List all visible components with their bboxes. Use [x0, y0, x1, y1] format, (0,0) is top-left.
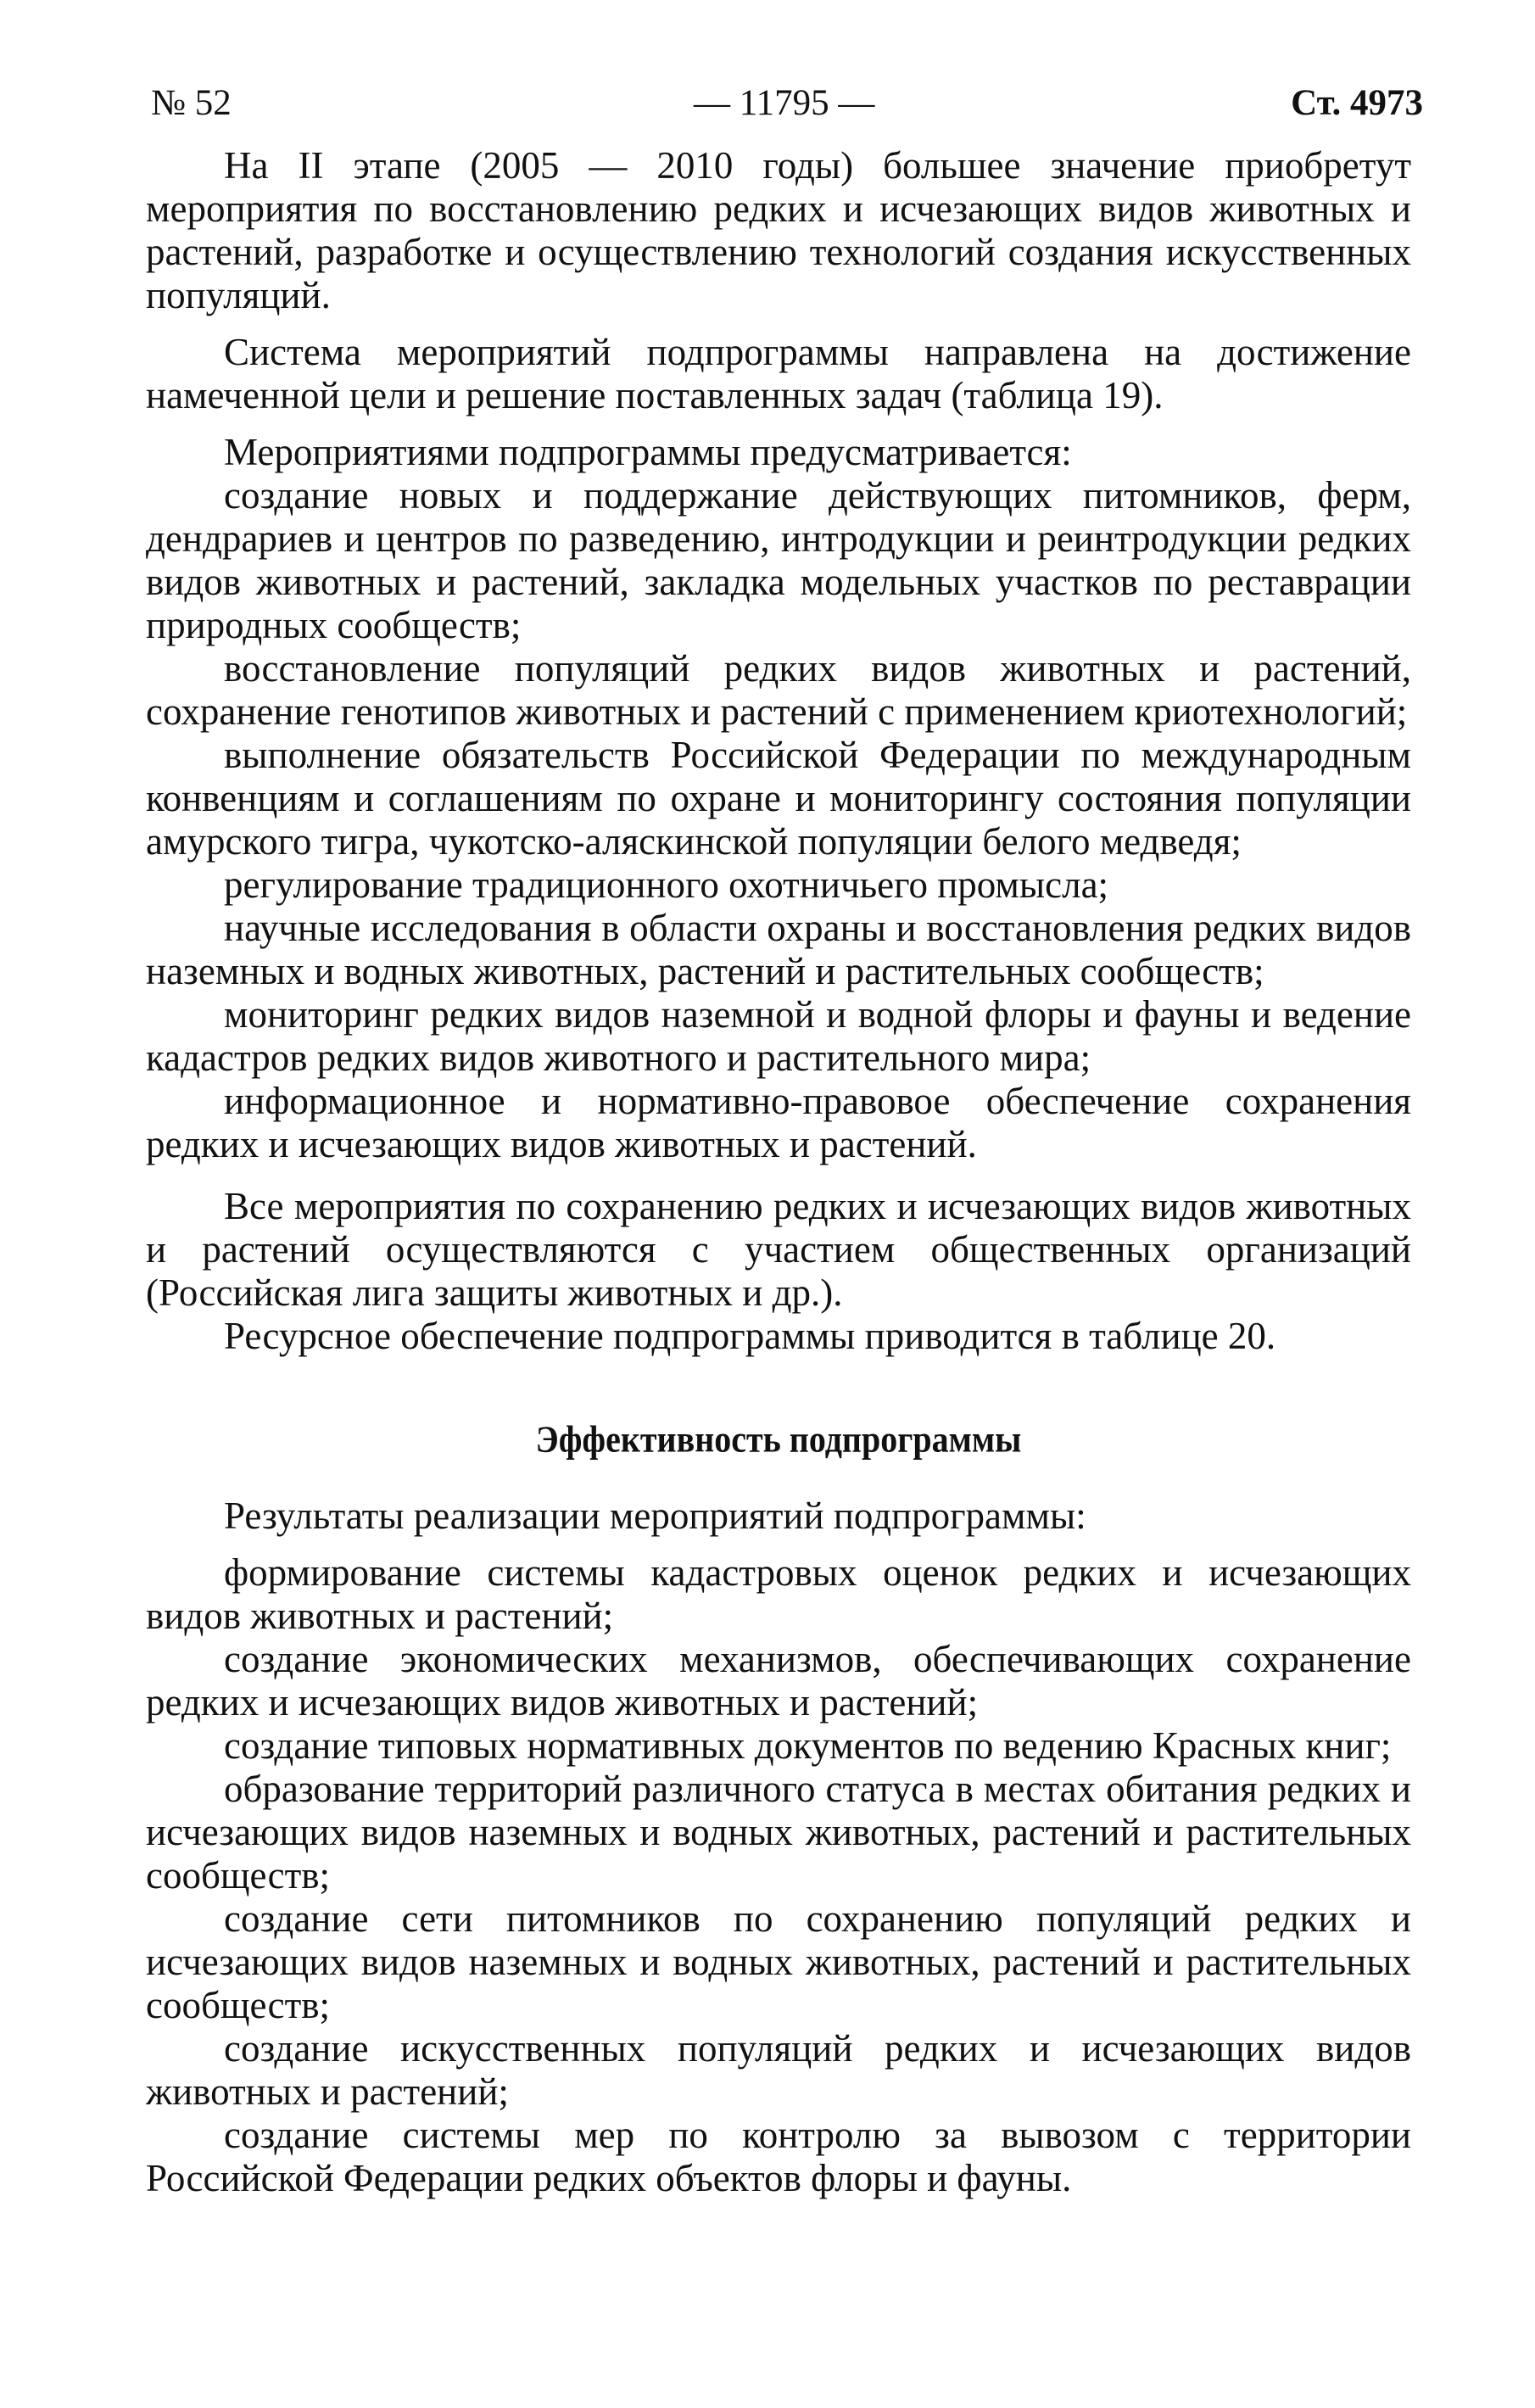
result-item: формирование системы кадастровых оценок редких и исчезающих видов животных и растений;	[146, 1551, 1411, 1637]
result-item: создание экономических механизмов, обеспечивающих сохранение редких и исчезающих видов животных и растений;	[146, 1638, 1411, 1724]
result-item: создание сети питомников по сохранению популяций редких и исчезающих видов наземных и водных животных, растений и растительных сообществ;	[146, 1897, 1411, 2026]
paragraph-results-lead: Результаты реализации мероприятий подпрограммы:	[224, 1495, 1086, 1537]
paragraph-stage-two: На II этапе (2005 — 2010 годы) большее значение приобретут мероприятия по восстановлению редких и исчезающих видов животных и растений, разработке и осуществлению технологий создания искусственных популяций.	[146, 144, 1411, 316]
measure-item: восстановление популяций редких видов животных и растений, сохранение генотипов животных и растений с применением криотехнологий;	[146, 647, 1411, 733]
page-number: — 11795 —	[694, 83, 875, 123]
paragraph-public-organizations: Все мероприятия по сохранению редких и исчезающих видов животных и растений осуществляются с участием общественных организаций (Российская лига защиты животных и др.).	[146, 1185, 1411, 1314]
document-body	[146, 144, 1411, 2200]
result-item: создание типовых нормативных документов по ведению Красных книг;	[224, 1724, 1392, 1767]
paragraph-system: Система мероприятий подпрограммы направлена на достижение намеченной цели и решение поставленных задач (таблица 19).	[146, 331, 1411, 416]
result-item: создание искусственных популяций редких и исчезающих видов животных и растений;	[146, 2027, 1411, 2113]
issue-number: № 52	[151, 83, 232, 123]
measure-item: мониторинг редких видов наземной и водной флоры и фауны и ведение кадастров редких видов животного и растительного мира;	[146, 993, 1411, 1079]
page-header	[151, 78, 1423, 129]
paragraph-resources: Ресурсное обеспечение подпрограммы приводится в таблице 20.	[224, 1315, 1276, 1357]
article-number: Ст. 4973	[1291, 83, 1423, 123]
measure-item: информационное и нормативно-правовое обеспечение сохранения редких и исчезающих видов животных и растений.	[146, 1080, 1411, 1165]
result-item: создание системы мер по контролю за вывозом с территории Российской Федерации редких объектов флоры и фауны.	[146, 2114, 1411, 2199]
measure-item: создание новых и поддержание действующих питомников, ферм, дендрариев и центров по разведению, интродукции и реинтродукции редких видов животных и растений, закладка модельных участков по реставрации природных сообществ;	[146, 474, 1411, 646]
result-item: образование территорий различного статуса в местах обитания редких и исчезающих видов наземных и водных животных, растений и растительных сообществ;	[146, 1768, 1411, 1897]
section-title: Эффективность подпрограммы	[535, 1417, 1022, 1461]
measure-item: регулирование традиционного охотничьего промысла;	[224, 863, 1109, 906]
paragraph-measures-lead: Мероприятиями подпрограммы предусматривается:	[224, 431, 1072, 473]
measure-item: выполнение обязательств Российской Федерации по международным конвенциям и соглашениям по охране и мониторингу состояния популяции амурского тигра, чукотско-аляскинской популяции белого медведя;	[146, 734, 1411, 863]
measure-item: научные исследования в области охраны и восстановления редких видов наземных и водных животных, растений и растительных сообществ;	[146, 907, 1411, 992]
